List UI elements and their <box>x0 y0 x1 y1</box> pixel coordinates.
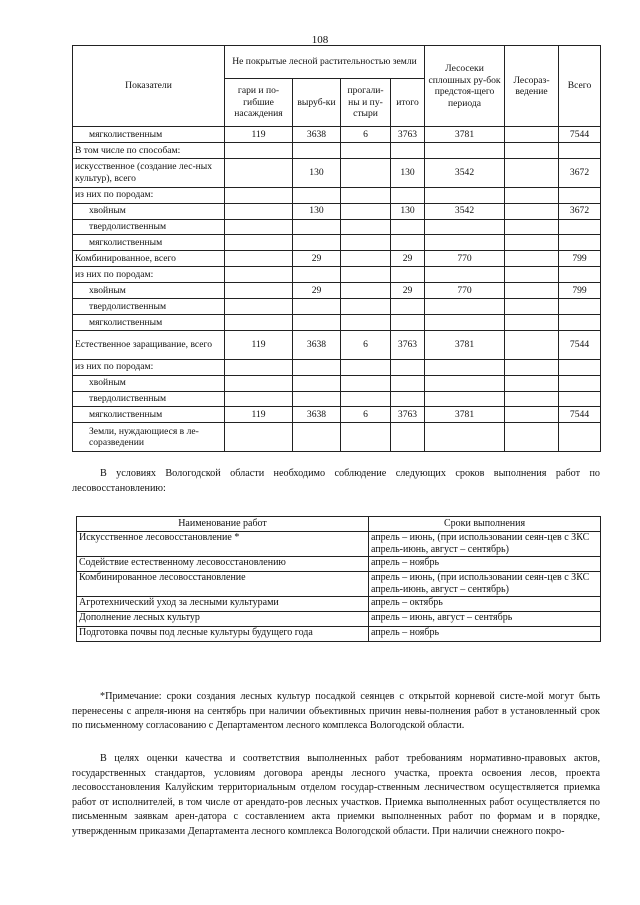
table-cell <box>341 235 391 251</box>
table-cell <box>505 142 559 158</box>
table-cell <box>505 407 559 423</box>
table-cell: 3542 <box>425 158 505 187</box>
terms-cell: апрель – ноябрь <box>369 627 601 642</box>
header-indicators: Показатели <box>73 46 225 127</box>
table-cell <box>341 267 391 283</box>
terms-cell: апрель – июнь, август – сентябрь <box>369 612 601 627</box>
table-row <box>73 203 601 219</box>
table-cell <box>341 314 391 330</box>
row-label: Комбинированное, всего <box>73 251 225 267</box>
table-cell: 130 <box>293 158 341 187</box>
table-cell <box>505 187 559 203</box>
table-cell <box>505 219 559 235</box>
table-cell <box>559 423 601 452</box>
terms-cell: апрель – июнь, (при использовании сеян-цев с ЗКС апрель-июнь, август – сентябрь) <box>369 532 601 557</box>
header-terms: Сроки выполнения <box>369 517 601 532</box>
table-cell <box>559 187 601 203</box>
table-cell: 3542 <box>425 203 505 219</box>
header-glades: прогали-ны и пу-стыри <box>341 79 391 127</box>
table-cell <box>505 423 559 452</box>
table-row <box>73 158 601 187</box>
table-cell <box>341 203 391 219</box>
table-row <box>73 187 601 203</box>
table-cell <box>225 251 293 267</box>
table-cell <box>391 267 425 283</box>
table-cell <box>425 359 505 375</box>
table-cell: 3638 <box>293 127 341 143</box>
table-cell <box>505 330 559 359</box>
table-cell: 3763 <box>391 330 425 359</box>
table-cell <box>391 314 425 330</box>
row-label: из них по породам: <box>73 187 225 203</box>
row-label: из них по породам: <box>73 267 225 283</box>
table-row <box>73 235 601 251</box>
table-cell <box>559 142 601 158</box>
intro-paragraph: В условиях Вологодской области необходимо соблюдение следующих сроков выполнения работ по лесовосстановлению: <box>72 468 600 494</box>
table-cell <box>341 142 391 158</box>
table-cell: 29 <box>293 283 341 299</box>
row-label: мягколиственным <box>73 407 225 423</box>
table-cell: 130 <box>391 203 425 219</box>
table-cell <box>341 375 391 391</box>
table-cell: 6 <box>341 127 391 143</box>
table-cell: 3781 <box>425 127 505 143</box>
table-cell <box>341 158 391 187</box>
row-label: мягколиственным <box>73 127 225 143</box>
table-cell: 6 <box>341 330 391 359</box>
table-cell <box>425 187 505 203</box>
table-cell: 3763 <box>391 407 425 423</box>
table-row <box>77 572 601 597</box>
row-label: из них по породам: <box>73 359 225 375</box>
table-cell: 130 <box>293 203 341 219</box>
table-row <box>73 375 601 391</box>
note-paragraph: *Примечание: сроки создания лесных культур посадкой сеянцев с открытой корневой систе-мой могут быть перенесены с апреля-июня на сентябрь при наличии объективных причин невы-полнения работ в установленный срок по письменному согласованию с Департаментом лесного комплекса Вологодской области. <box>72 691 600 731</box>
header-burnt: гари и по-гибшие насаждения <box>225 79 293 127</box>
work-name-cell: Искусственное лесовосстановление * <box>77 532 369 557</box>
table-cell <box>293 375 341 391</box>
work-terms-table <box>76 516 601 642</box>
table-cell <box>225 219 293 235</box>
table-cell: 119 <box>225 330 293 359</box>
page-number: 108 <box>311 34 329 46</box>
table-cell: 3672 <box>559 158 601 187</box>
table-cell <box>293 187 341 203</box>
header-not-covered: Не покрытые лесной растительностью земли <box>225 46 425 79</box>
table-cell: 3672 <box>559 203 601 219</box>
table-cell <box>225 142 293 158</box>
table-cell <box>425 267 505 283</box>
header-afforestation: Лесораз-ведение <box>505 46 559 127</box>
table-cell <box>341 359 391 375</box>
table-cell <box>391 391 425 407</box>
work-name-cell: Содействие естественному лесовосстановлению <box>77 557 369 572</box>
table-cell <box>391 235 425 251</box>
row-label: искусственное (создание лес-ных культур), всего <box>73 158 225 187</box>
table-row <box>73 359 601 375</box>
row-label: хвойным <box>73 375 225 391</box>
table-cell: 3638 <box>293 407 341 423</box>
row-label: мягколиственным <box>73 235 225 251</box>
table-cell <box>341 391 391 407</box>
table-cell <box>225 235 293 251</box>
table-cell: 799 <box>559 251 601 267</box>
table-cell <box>225 158 293 187</box>
table-cell <box>425 375 505 391</box>
table-cell <box>391 187 425 203</box>
table-cell <box>341 251 391 267</box>
table-row <box>77 612 601 627</box>
work-name-cell: Дополнение лесных культур <box>77 612 369 627</box>
table-cell <box>391 142 425 158</box>
table-cell <box>391 423 425 452</box>
table-cell: 7544 <box>559 330 601 359</box>
table-cell <box>559 267 601 283</box>
table-cell <box>391 359 425 375</box>
row-label: твердолиственным <box>73 299 225 315</box>
terms-cell: апрель – июнь, (при использовании сеян-цев с ЗКС апрель-июнь, август – сентябрь) <box>369 572 601 597</box>
table-cell <box>225 299 293 315</box>
table-row <box>73 267 601 283</box>
table-cell <box>505 127 559 143</box>
row-label: В том числе по способам: <box>73 142 225 158</box>
table-cell <box>293 423 341 452</box>
table-row <box>73 423 601 452</box>
row-label: хвойным <box>73 203 225 219</box>
table-row <box>77 597 601 612</box>
row-label: хвойным <box>73 283 225 299</box>
table-cell <box>293 314 341 330</box>
table-cell <box>559 391 601 407</box>
table-row <box>77 627 601 642</box>
table-row <box>77 557 601 572</box>
table-row <box>73 391 601 407</box>
table-cell <box>391 299 425 315</box>
table-cell: 770 <box>425 283 505 299</box>
table-cell: 7544 <box>559 127 601 143</box>
table-cell <box>391 219 425 235</box>
row-label: мягколиственным <box>73 314 225 330</box>
table-cell <box>225 267 293 283</box>
header-total: Всего <box>559 46 601 127</box>
table-row <box>73 219 601 235</box>
table-cell <box>505 299 559 315</box>
table-cell <box>225 391 293 407</box>
table-cell <box>425 235 505 251</box>
row-label: Естественное заращивание, всего <box>73 330 225 359</box>
table-cell <box>225 187 293 203</box>
table-cell <box>505 359 559 375</box>
reforestation-table <box>72 45 601 452</box>
table-cell: 119 <box>225 127 293 143</box>
table-cell <box>225 283 293 299</box>
table-cell <box>559 375 601 391</box>
work-name-cell: Комбинированное лесовосстановление <box>77 572 369 597</box>
table-row <box>73 314 601 330</box>
table-cell <box>425 299 505 315</box>
table-row <box>73 330 601 359</box>
table-cell <box>293 359 341 375</box>
row-label: Земли, нуждающиеся в ле-соразведении <box>73 423 225 452</box>
table-cell: 3763 <box>391 127 425 143</box>
table-cell <box>225 423 293 452</box>
table-cell: 29 <box>391 251 425 267</box>
table-row <box>73 142 601 158</box>
table-cell: 29 <box>293 251 341 267</box>
table-cell <box>425 219 505 235</box>
table-cell <box>225 375 293 391</box>
table-cell <box>341 219 391 235</box>
table-cell: 3781 <box>425 330 505 359</box>
table-cell: 3638 <box>293 330 341 359</box>
table-cell <box>559 219 601 235</box>
table-cell: 119 <box>225 407 293 423</box>
table-row <box>73 283 601 299</box>
table-cell: 799 <box>559 283 601 299</box>
table-cell: 3781 <box>425 407 505 423</box>
table-cell: 7544 <box>559 407 601 423</box>
table-cell <box>559 235 601 251</box>
table-cell <box>505 391 559 407</box>
table-cell <box>293 267 341 283</box>
table-cell <box>425 142 505 158</box>
work-name-cell: Агротехнический уход за лесными культурами <box>77 597 369 612</box>
header-clearings: выруб-ки <box>293 79 341 127</box>
table-cell <box>425 314 505 330</box>
table-row <box>73 407 601 423</box>
table-row <box>73 299 601 315</box>
table-cell <box>293 219 341 235</box>
table-cell <box>505 375 559 391</box>
table-cell <box>559 299 601 315</box>
table-cell <box>341 283 391 299</box>
table-cell <box>505 267 559 283</box>
table-cell <box>505 158 559 187</box>
table-cell <box>505 235 559 251</box>
table-cell <box>559 359 601 375</box>
table-cell <box>225 359 293 375</box>
table-cell <box>341 423 391 452</box>
table-cell <box>505 203 559 219</box>
table-cell: 130 <box>391 158 425 187</box>
table-cell <box>341 187 391 203</box>
acceptance-paragraph: В целях оценки качества и соответствия выполненных работ требованиям нормативно-правовых актов, государственных стандартов, условиям договора аренды лесного участка, проекта освоения лесов, проекта лесовосстановления Калуйским территориальным отделом государ-ственным лесничеством осуществляется приемка работ от исполнителей, в том числе от арендато-ров лесных участков. Приемка выполненных работ осуществляется по письменным заявкам арен-датора с составлением акта приемки выполненных работ по формам и в порядке, утвержденным приказами Департамента лесного комплекса Вологодской области. При наличии снежного покро- <box>72 753 600 837</box>
table-cell <box>293 235 341 251</box>
row-label: твердолиственным <box>73 391 225 407</box>
table-cell <box>559 314 601 330</box>
table-cell <box>505 314 559 330</box>
table-cell <box>425 391 505 407</box>
table-row <box>77 532 601 557</box>
table-cell <box>225 314 293 330</box>
table-cell <box>341 299 391 315</box>
terms-cell: апрель – октябрь <box>369 597 601 612</box>
table-cell <box>505 251 559 267</box>
table-cell <box>425 423 505 452</box>
row-label: твердолиственным <box>73 219 225 235</box>
work-name-cell: Подготовка почвы под лесные культуры будущего года <box>77 627 369 642</box>
header-cutting-areas: Лесосеки сплошных ру-бок предстоя-щего периода <box>425 46 505 127</box>
table-cell <box>391 375 425 391</box>
table-cell <box>505 283 559 299</box>
table-row <box>73 251 601 267</box>
header-total-sub: итого <box>391 79 425 127</box>
table-row <box>73 127 601 143</box>
table-cell: 770 <box>425 251 505 267</box>
table-cell <box>293 299 341 315</box>
table-cell <box>225 203 293 219</box>
table-cell: 29 <box>391 283 425 299</box>
table-cell <box>293 142 341 158</box>
header-work-name: Наименование работ <box>77 517 369 532</box>
table-cell: 6 <box>341 407 391 423</box>
terms-cell: апрель – ноябрь <box>369 557 601 572</box>
table-cell <box>293 391 341 407</box>
